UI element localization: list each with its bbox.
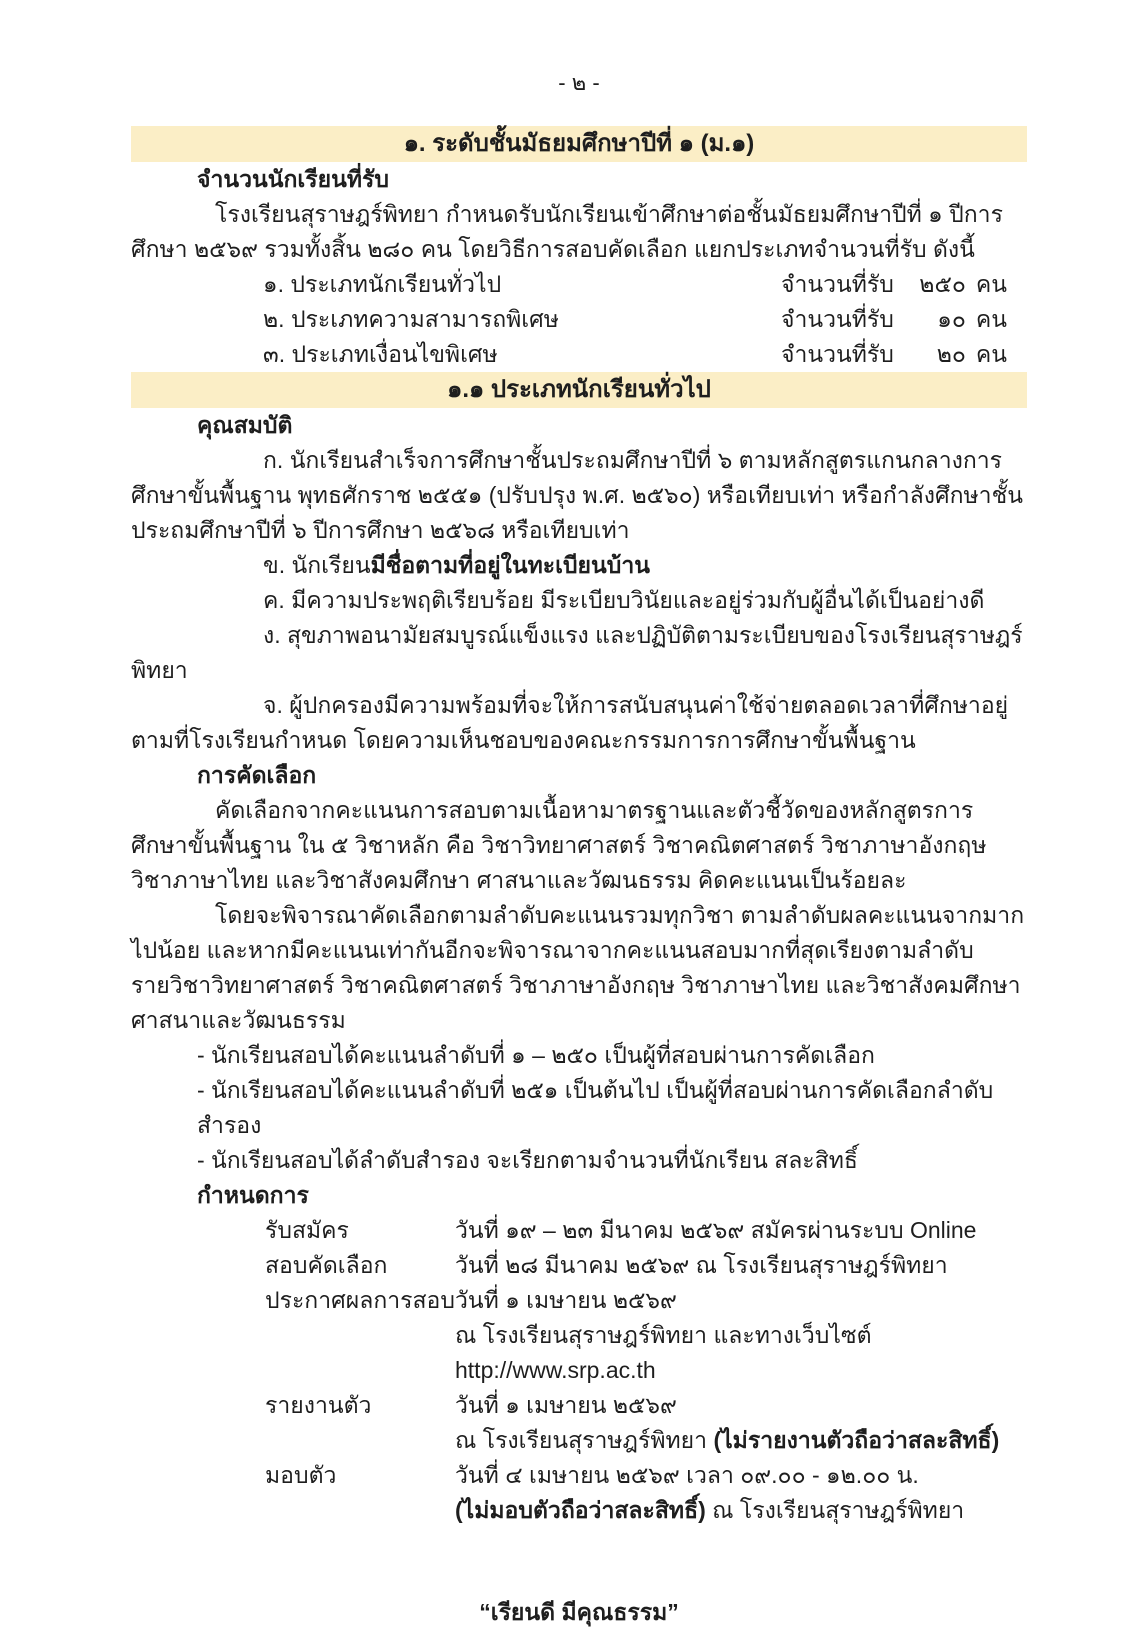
quota-right-group: [781, 267, 1027, 302]
schedule-line2-suffix: ณ โรงเรียนสุราษฎร์พิทยา: [705, 1497, 965, 1523]
schedule-value-line1: วันที่ ๔ เมษายน ๒๕๖๙ เวลา ๐๙.๐๐ - ๑๒.๐๐ น.: [455, 1462, 919, 1488]
schedule-value: [455, 1458, 1027, 1528]
schedule-label: รับสมัคร: [265, 1217, 349, 1243]
qualification-item-a: ก. นักเรียนสำเร็จการศึกษาชั้นประถมศึกษาปีที่ ๖ ตามหลักสูตรแกนกลางการศึกษาขั้นพื้นฐาน พุทธศักราช ๒๕๕๑ (ปรับปรุง พ.ศ. ๒๕๖๐) หรือเทียบเท่า หรือกำลังศึกษาชั้นประถมศึกษาปีที่ ๖ ปีการศึกษา ๒๕๖๘ หรือเทียบเท่า: [131, 447, 1023, 543]
quota-type-name: ๑. ประเภทนักเรียนทั่วไป: [263, 271, 502, 297]
quota-unit: คน: [975, 271, 1007, 297]
heading-qualifications: คุณสมบัติ: [197, 412, 293, 438]
schedule-value-line2: ณ โรงเรียนสุราษฎร์พิทยา และทางเว็บไซต์ http://www.srp.ac.th: [455, 1322, 872, 1383]
qualification-item-b-bold: มีชื่อตามที่อยู่ในทะเบียนบ้าน: [370, 552, 650, 578]
page-number: - ๒ -: [558, 70, 600, 95]
schedule-value-line2: [455, 1493, 1027, 1528]
schedule-value: [455, 1283, 1027, 1388]
schedule-row-apply: [131, 1213, 1027, 1248]
quota-label: จำนวนที่รับ: [781, 271, 894, 297]
heading-schedule: กำหนดการ: [197, 1182, 309, 1208]
schedule-value-line2: [455, 1423, 1027, 1458]
schedule-line2-bold: (ไม่มอบตัวถือว่าสละสิทธิ์): [455, 1497, 706, 1523]
school-motto: “เรียนดี มีคุณธรรม”: [479, 1599, 679, 1625]
schedule-label: ประกาศผลการสอบ: [265, 1287, 455, 1313]
quota-type-name: ๒. ประเภทความสามารถพิเศษ: [263, 306, 559, 332]
quota-unit: คน: [975, 341, 1007, 367]
section-banner-general-type-text: ๑.๑ ประเภทนักเรียนทั่วไป: [447, 376, 711, 403]
quota-number: ๑๐: [937, 306, 966, 332]
quota-row-special-condition: [131, 337, 1027, 372]
quota-row-special-ability: [131, 302, 1027, 337]
selection-note: - นักเรียนสอบได้ลำดับสำรอง จะเรียกตามจำนวนที่นักเรียน สละสิทธิ์: [197, 1147, 858, 1173]
quota-label: จำนวนที่รับ: [781, 306, 894, 332]
schedule-label: มอบตัว: [265, 1462, 337, 1488]
schedule-label: สอบคัดเลือก: [265, 1252, 388, 1278]
selection-paragraph-1: คัดเลือกจากคะแนนการสอบตามเนื้อหามาตรฐานและตัวชี้วัดของหลักสูตรการศึกษาขั้นพื้นฐาน ใน ๕ วิชาหลัก คือ วิชาวิทยาศาสตร์ วิชาคณิตศาสตร์ วิชาภาษาอังกฤษ วิชาภาษาไทย และวิชาสังคมศึกษา ศาสนาและวัฒนธรรม คิดคะแนนเป็นร้อยละ: [131, 797, 987, 893]
schedule-row-exam: [131, 1248, 1027, 1283]
quota-unit: คน: [975, 306, 1007, 332]
heading-selection: การคัดเลือก: [197, 762, 317, 788]
schedule-value: วันที่ ๑๙ – ๒๓ มีนาคม ๒๕๖๙ สมัครผ่านระบบ Online: [455, 1217, 977, 1243]
intro-paragraph: โรงเรียนสุราษฎร์พิทยา กำหนดรับนักเรียนเข้าศึกษาต่อชั้นมัธยมศึกษาปีที่ ๑ ปีการศึกษา ๒๕๖๙ รวมทั้งสิ้น ๒๘๐ คน โดยวิธีการสอบคัดเลือก แยกประเภทจำนวนที่รับ ดังนี้: [131, 201, 1003, 262]
quota-right-group: [781, 302, 1027, 337]
quota-row-general: [131, 267, 1027, 302]
schedule-row-report: [131, 1388, 1027, 1458]
qualification-item-c: ค. มีความประพฤติเรียบร้อย มีระเบียบวินัยและอยู่ร่วมกับผู้อื่นได้เป็นอย่างดี: [263, 587, 985, 613]
quota-label: จำนวนที่รับ: [781, 341, 894, 367]
qualification-item-d: ง. สุขภาพอนามัยสมบูรณ์แข็งแรง และปฏิบัติตามระเบียบของโรงเรียนสุราษฎร์พิทยา: [131, 622, 1023, 683]
section-banner-general-type: [131, 372, 1027, 408]
qualification-item-e: จ. ผู้ปกครองมีความพร้อมที่จะให้การสนับสนุนค่าใช้จ่ายตลอดเวลาที่ศึกษาอยู่ตามที่โรงเรียนกำหนด โดยความเห็นชอบของคณะกรรมการการศึกษาขั้นพื้นฐาน: [131, 692, 1009, 753]
schedule-row-results: [131, 1283, 1027, 1388]
schedule-label: รายงานตัว: [265, 1392, 372, 1418]
quota-number: ๒๕๐: [919, 271, 966, 297]
qualification-item-b-prefix: ข. นักเรียน: [263, 552, 371, 578]
schedule-row-enroll: [131, 1458, 1027, 1528]
quota-type-name: ๓. ประเภทเงื่อนไขพิเศษ: [263, 341, 498, 367]
selection-paragraph-2: โดยจะพิจารณาคัดเลือกตามลำดับคะแนนรวมทุกวิชา ตามลำดับผลคะแนนจากมากไปน้อย และหากมีคะแนนเท่ากันอีกจะพิจารณาจากคะแนนสอบมากที่สุดเรียงตามลำดับรายวิชาวิทยาศาสตร์ วิชาคณิตศาสตร์ วิชาภาษาอังกฤษ วิชาภาษาไทย และวิชาสังคมศึกษา ศาสนาและวัฒนธรรม: [131, 902, 1025, 1033]
heading-intake: จำนวนนักเรียนที่รับ: [197, 166, 389, 192]
schedule-value-line1: วันที่ ๑ เมษายน ๒๕๖๙: [455, 1287, 677, 1313]
selection-note: - นักเรียนสอบได้คะแนนลำดับที่ ๑ – ๒๕๐ เป็นผู้ที่สอบผ่านการคัดเลือก: [197, 1042, 875, 1068]
schedule-line2-prefix: ณ โรงเรียนสุราษฎร์พิทยา: [455, 1427, 714, 1453]
schedule-line2-bold: (ไม่รายงานตัวถือว่าสละสิทธิ์): [713, 1427, 1000, 1453]
quota-number: ๒๐: [936, 341, 966, 367]
quota-right-group: [781, 337, 1027, 372]
selection-note: - นักเรียนสอบได้คะแนนลำดับที่ ๒๕๑ เป็นต้นไป เป็นผู้ที่สอบผ่านการคัดเลือกลำดับสำรอง: [197, 1077, 994, 1138]
qualification-item-b: [131, 548, 1027, 583]
section-banner-level: [131, 126, 1027, 162]
section-banner-level-text: ๑. ระดับชั้นมัธยมศึกษาปีที่ ๑ (ม.๑): [403, 130, 755, 157]
schedule-value-line1: วันที่ ๑ เมษายน ๒๕๖๙: [455, 1392, 677, 1418]
schedule-value: [455, 1388, 1027, 1458]
schedule-value: วันที่ ๒๘ มีนาคม ๒๕๖๙ ณ โรงเรียนสุราษฎร์พิทยา: [455, 1252, 948, 1278]
